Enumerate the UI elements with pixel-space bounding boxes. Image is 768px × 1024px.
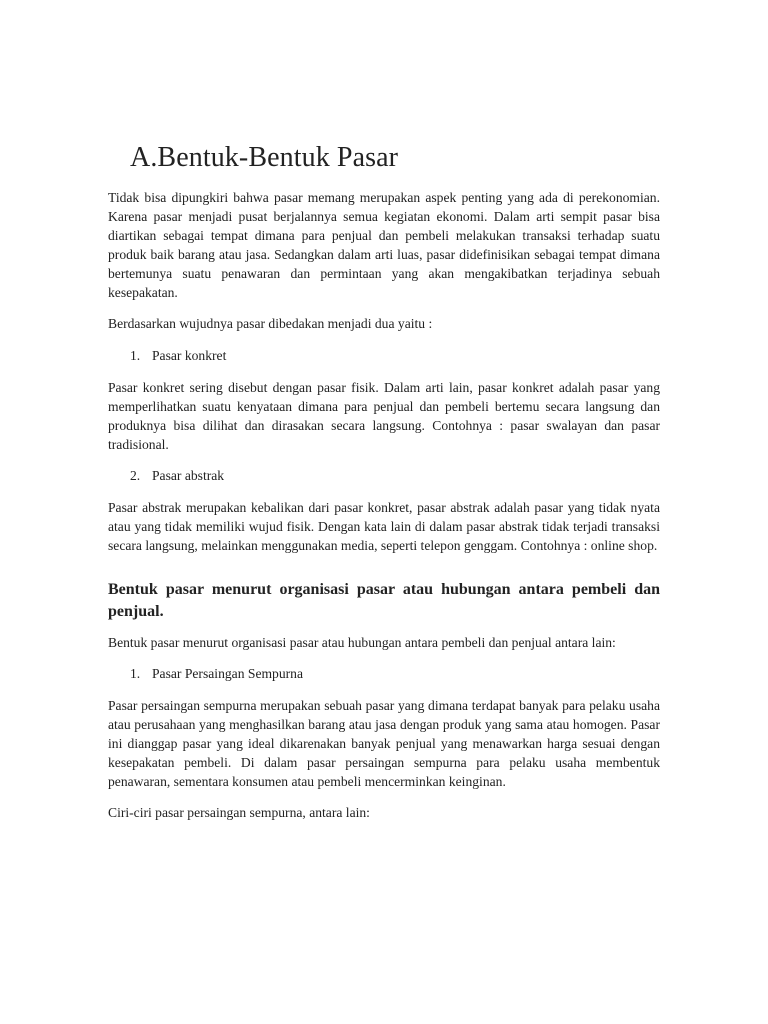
ciri-ciri-paragraph: Ciri-ciri pasar persaingan sempurna, antara lain: xyxy=(108,805,370,821)
list-item-pasar-abstrak xyxy=(130,466,660,485)
list-number: 2. xyxy=(130,468,141,484)
pasar-abstrak-paragraph: Pasar abstrak merupakan kebalikan dari pasar konkret, pasar abstrak adalah pasar yang tidak nyata atau yang tidak memiliki wujud fisik. Dengan kata lain di dalam pasar abstrak tidak terjadi transaksi secara langsung, melainkan menggunakan media, seperti telepon genggam. Contohnya : online shop. xyxy=(108,500,660,554)
list-label: Pasar abstrak xyxy=(152,468,225,484)
list-item-pasar-konkret xyxy=(130,346,660,365)
pasar-konkret-paragraph: Pasar konkret sering disebut dengan pasar fisik. Dalam arti lain, pasar konkret adalah pasar yang memperlihatkan suatu kenyataan dimana para penjual dan pembeli bertemu secara langsung dan produknya bisa dilihat dan dirasakan secara langsung. Contohnya : pasar swalayan dan pasar tradisional. xyxy=(108,380,660,453)
intro-paragraph: Tidak bisa dipungkiri bahwa pasar memang merupakan aspek penting yang ada di perekonomian. Karena pasar menjadi pusat berjalannya semua kegiatan ekonomi. Dalam arti sempit pasar bisa diartikan sebagai tempat dimana para penjual dan pembeli melakukan transaksi terhadap suatu produk baik barang atau jasa. Sedangkan dalam arti luas, pasar didefinisikan sebagai tempat dimana bertemunya suatu penawaran dan permintaan yang akan mengakibatkan terjadinya sebuah kesepakatan. xyxy=(108,190,660,301)
list-number: 1. xyxy=(130,348,141,364)
persaingan-sempurna-paragraph: Pasar persaingan sempurna merupakan sebuah pasar yang dimana terdapat banyak para pelaku usaha atau perusahaan yang menghasilkan barang atau jasa dengan produk yang sama atau homogen. Pasar ini dianggap pasar yang ideal dikarenakan banyak penjual yang menawarkan harga sesuai dengan kesepakatan pembeli. Di dalam pasar persaingan sempurna para pelaku usaha membentuk penawaran, sementara konsumen atau pembeli mencerminkan keinginan. xyxy=(108,698,660,790)
list-label: Pasar konkret xyxy=(152,348,227,364)
list-label: Pasar Persaingan Sempurna xyxy=(152,666,304,682)
list-number: 1. xyxy=(130,666,141,682)
document-content xyxy=(108,140,660,834)
section-heading: Bentuk pasar menurut organisasi pasar atau hubungan antara pembeli dan penjual. xyxy=(108,581,660,621)
classification-intro: Berdasarkan wujudnya pasar dibedakan menjadi dua yaitu : xyxy=(108,316,433,332)
organisasi-intro-paragraph: Bentuk pasar menurut organisasi pasar atau hubungan antara pembeli dan penjual antara lain: xyxy=(108,635,616,651)
document-title: A.Bentuk-Bentuk Pasar xyxy=(130,142,399,173)
list-item-persaingan-sempurna xyxy=(130,664,660,683)
